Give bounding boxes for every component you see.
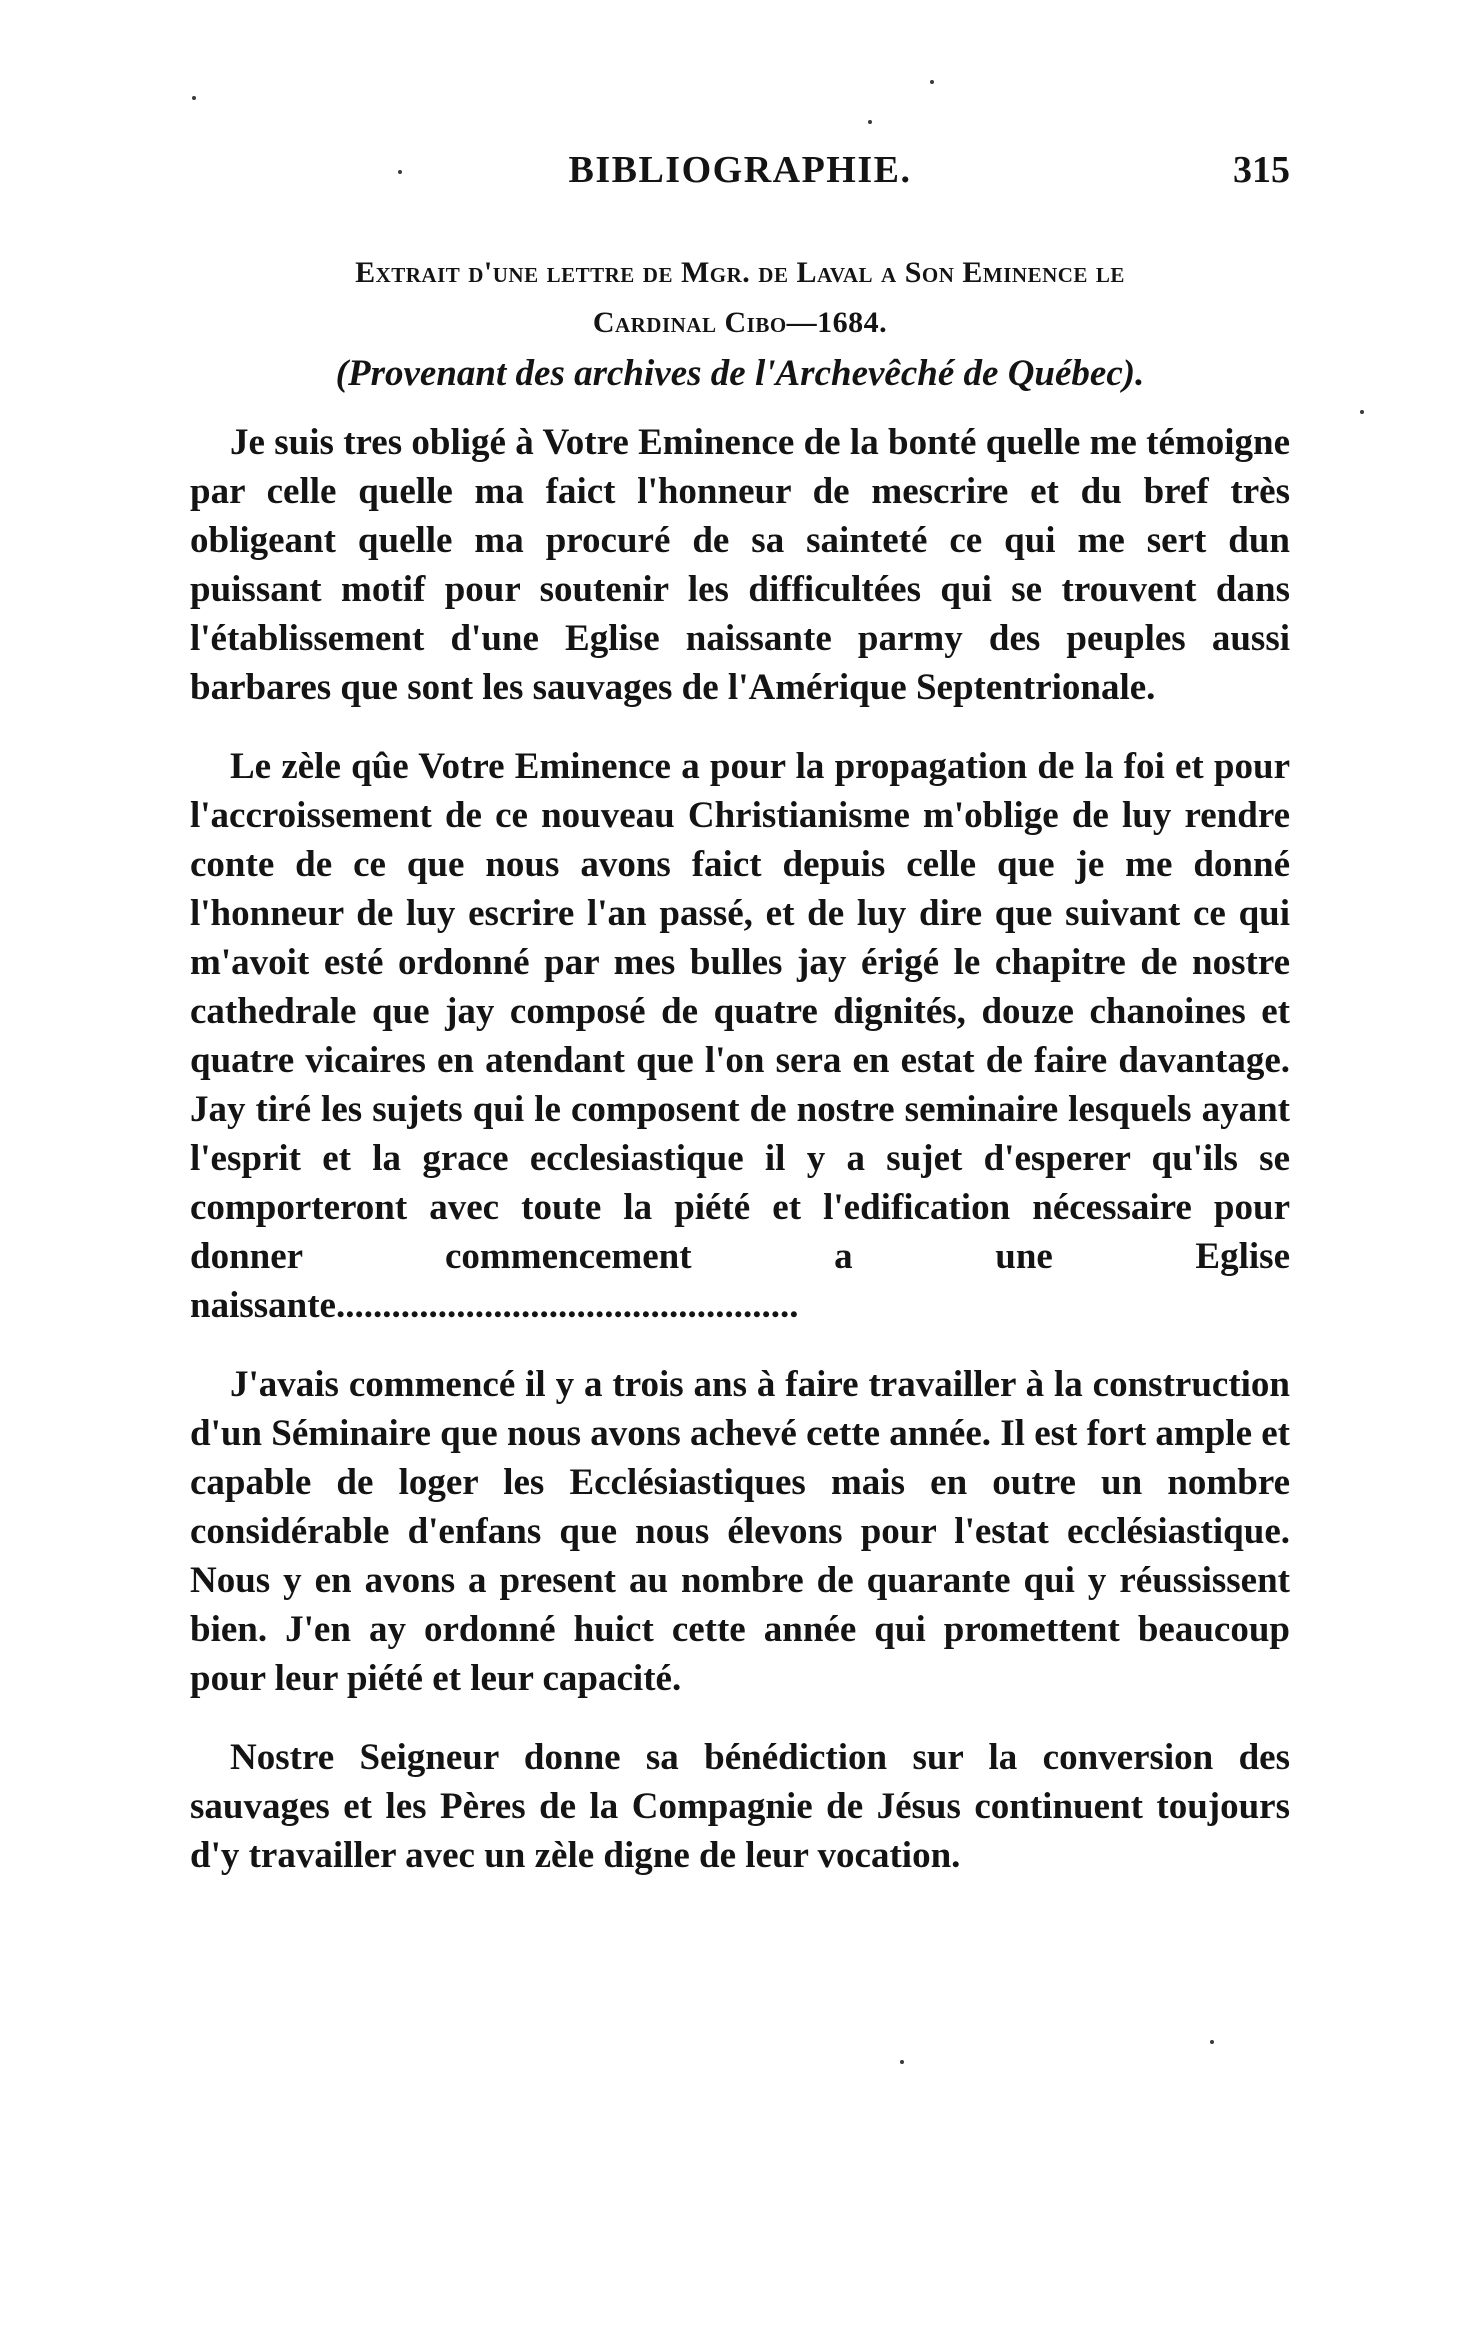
paragraph-3: J'avais commencé il y a trois ans à faire travailler à la construction d'un Séminaire que nous avons achevé cette année. Il est fort ample et capable de loger les Ecclésiastiques mais en outre un nombre considérable d'enfans que nous élevons pour l'estat ecclésiastique. Nous y en avons a present au nombre de quarante qui y réussissent bien. J'en ay ordonné huict cette année qui promettent beaucoup pour leur piété et leur capacité. [190, 1364, 1290, 1699]
letter-heading-line-1: Extrait d'une lettre de Mgr. de Laval a Son Eminence le [355, 256, 1125, 289]
paragraph-1: Je suis tres obligé à Votre Eminence de la bonté quelle me témoigne par celle quelle ma faict l'honneur de mescrire et du bref très obligeant quelle ma procuré de sa sainteté ce qui me sert dun puissant motif pour soutenir les difficultées qui se trouvent dans l'établissement d'une Eglise naissante parmy des peuples aussi barbares que sont les sauvages de l'Amérique Septentrionale. [190, 422, 1290, 708]
paragraph-4: Nostre Seigneur donne sa bénédiction sur la conversion des sauvages et les Pères de la Compagnie de Jésus continuent toujours d'y travailler avec un zèle digne de leur vocation. [190, 1737, 1290, 1876]
running-head [190, 148, 1290, 204]
letter-heading [190, 248, 1290, 348]
letter-body [190, 418, 1290, 1910]
print-speck [1210, 2040, 1214, 2044]
book-page [190, 0, 1290, 2347]
print-speck [930, 80, 934, 84]
print-speck [868, 120, 872, 124]
paragraph-2: Le zèle qûe Votre Eminence a pour la propagation de la foi et pour l'accroissement de ce nouveau Christianisme m'oblige de luy rendre conte de ce que nous avons faict depuis celle que je me donné l'honneur de luy escrire l'an passé, et de luy dire que suivant ce qui m'avoit esté ordonné par mes bulles jay érigé le chapitre de nostre cathedrale que jay composé de quatre dignités, douze chanoines et quatre vicaires en atendant que l'on sera en estat de faire davantage. Jay tiré les sujets qui le composent de nostre seminaire lesquels ayant l'esprit et la grace ecclesiastique il y a sujet d'esperer qu'ils se comporteront avec toute la piété et l'edification nécessaire pour donner commencement a une Eglise naissante.................................................. [190, 746, 1290, 1326]
running-title: BIBLIOGRAPHIE. [568, 149, 912, 191]
print-speck [192, 96, 196, 100]
print-speck [398, 170, 402, 174]
print-speck [900, 2060, 904, 2064]
provenance-note: (Provenant des archives de l'Archevêché de Québec). [335, 353, 1145, 394]
print-speck [1360, 410, 1364, 414]
letter-heading-line-2: Cardinal Cibo—1684. [592, 306, 888, 339]
page-number: 315 [1233, 149, 1290, 191]
